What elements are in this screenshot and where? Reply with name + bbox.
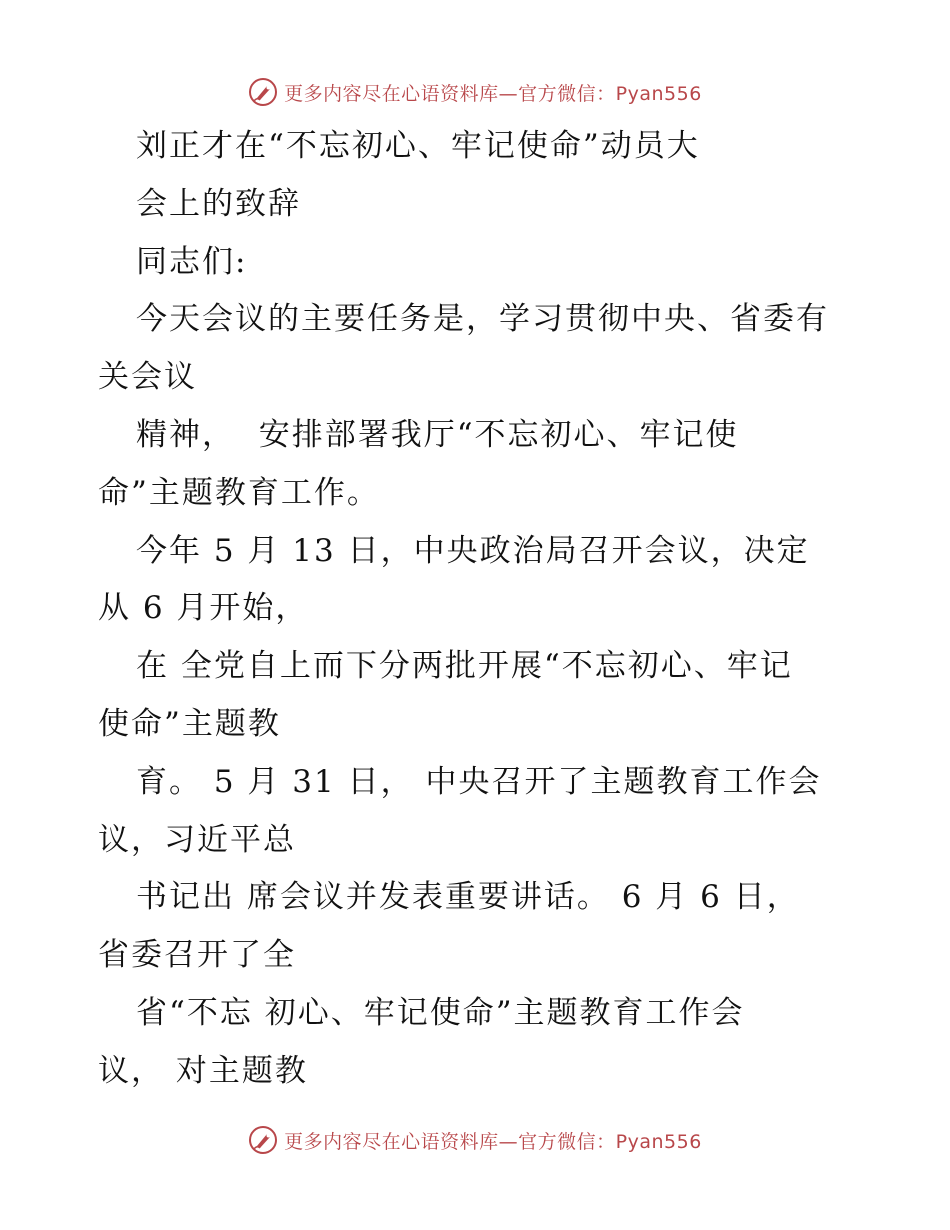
paragraph-line: 今年 5 月 13 日，中央政治局召开会议，决定 <box>136 532 810 569</box>
paragraph-line: 省委召开了全 <box>98 937 296 974</box>
watermark-text: 更多内容尽在心语资料库—官方微信：Pyan556 <box>284 82 702 105</box>
paragraph-line: 命”主题教育工作。 <box>98 474 380 511</box>
paragraph-line: 在 全党自上而下分两批开展“不忘初心、牢记 <box>136 648 793 685</box>
pen-nib-logo-icon <box>248 77 278 107</box>
paragraph-line: 议，习近平总 <box>98 821 296 858</box>
paragraph-line: 关会议 <box>98 359 197 396</box>
paragraph-line: 书记出 席会议并发表重要讲话。 6 月 6 日， <box>136 879 800 916</box>
watermark-text: 更多内容尽在心语资料库—官方微信：Pyan556 <box>284 1130 702 1153</box>
footer-watermark <box>0 1120 950 1160</box>
doc-title-line-1: 刘正才在“不忘初心、牢记使命”动员大 <box>136 128 700 164</box>
header-watermark <box>0 72 950 112</box>
paragraph-line: 从 6 月开始， <box>98 590 309 627</box>
paragraph-line: 使命”主题教 <box>98 705 281 742</box>
doc-title-line-2: 会上的致辞 <box>136 185 301 222</box>
paragraph-line: 议， 对主题教 <box>98 1052 308 1089</box>
document-body <box>98 118 858 1101</box>
paragraph-line: 省“不忘 初心、牢记使命”主题教育工作会 <box>136 994 745 1031</box>
pen-nib-logo-icon <box>248 1125 278 1155</box>
paragraph-line: 精神， 安排部署我厅“不忘初心、牢记使 <box>136 416 739 453</box>
salutation: 同志们: <box>136 243 248 280</box>
paragraph-line: 育。 5 月 31 日， 中央召开了主题教育工作会 <box>136 763 822 800</box>
paragraph-line: 今天会议的主要任务是，学习贯彻中央、省委有 <box>136 301 829 338</box>
